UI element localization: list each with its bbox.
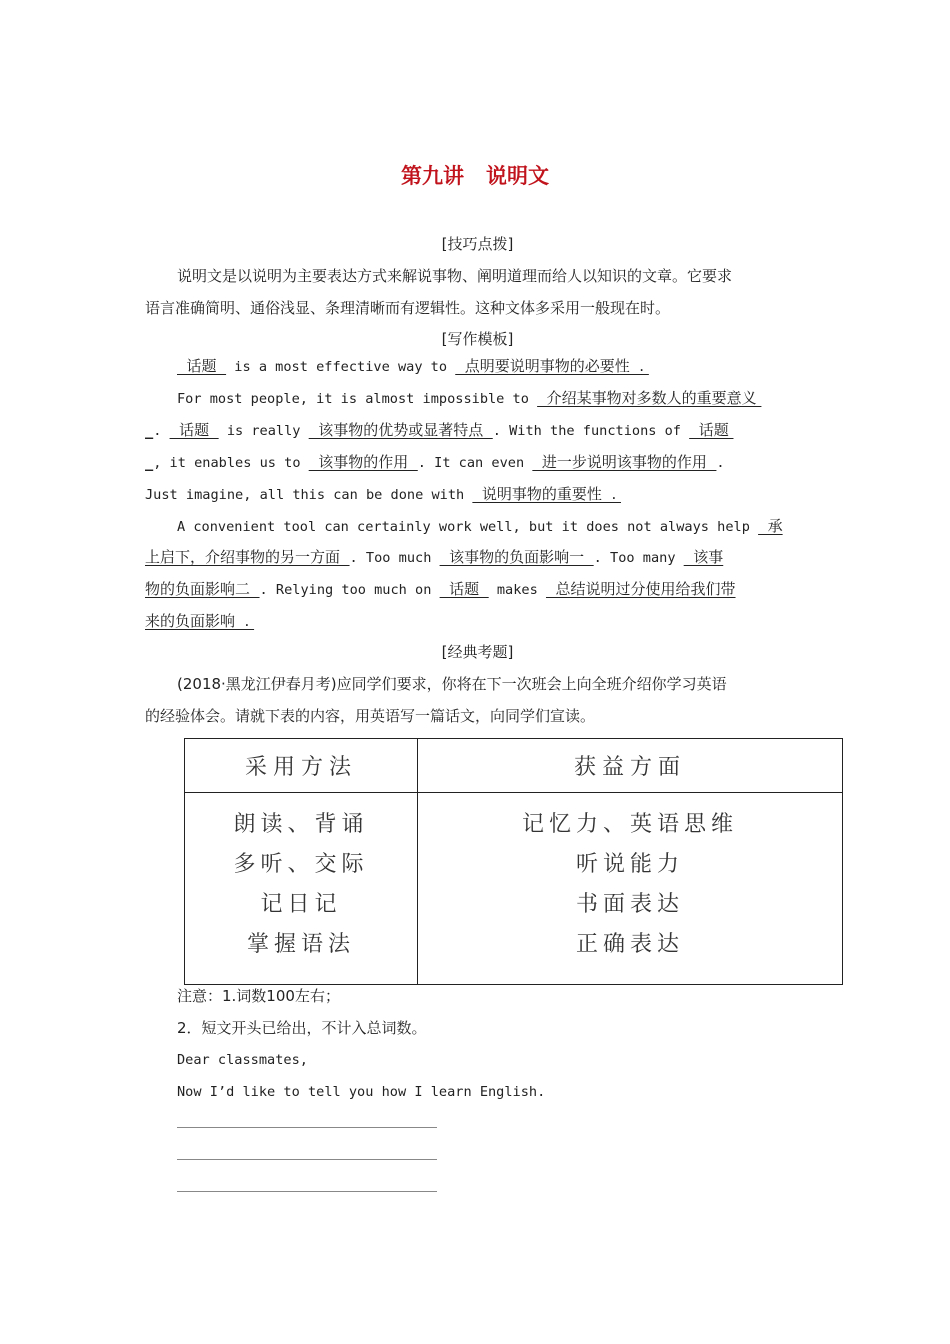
template-line-3 — [145, 420, 810, 441]
blank-transition: 上启下，介绍事物的另一方面 — [145, 548, 350, 566]
note-word-count: 注意：1.词数100左右； — [177, 987, 340, 1005]
template-text: . — [716, 455, 725, 471]
note-opening-given: 2．短文开头已给出，不计入总词数。 — [177, 1019, 427, 1037]
blank-topic: 话题 — [177, 357, 227, 375]
blank-topic: 话题 — [169, 421, 219, 439]
template-line-8 — [145, 579, 810, 600]
benefit-item: 正确表达 — [575, 932, 684, 957]
template-line-2 — [177, 388, 810, 409]
page-title — [0, 160, 950, 190]
letter-opening: Now I’d like to tell you how I learn English. — [177, 1084, 546, 1100]
tips-text-line1: 说明文是以说明为主要表达方式来解说事物、阐明道理而给人以知识的文章。它要求 — [177, 267, 733, 285]
methods-cell — [185, 793, 418, 985]
method-item: 多听、交际 — [233, 852, 369, 877]
section-heading-exam: [经典考题] — [441, 643, 514, 661]
blank-summary: 来的负面影响 . — [145, 612, 255, 630]
table-row — [185, 793, 843, 985]
template-line-7 — [145, 547, 810, 568]
tips-text-line2: 语言准确简明、通俗浅显、条理清晰而有逻辑性。这种文体多采用一般现在时。 — [145, 299, 671, 317]
answer-line[interactable] — [177, 1159, 437, 1160]
letter-greeting: Dear classmates, — [177, 1052, 308, 1068]
blank-significance: 说明事物的重要性 . — [472, 485, 621, 503]
template-text: . It can even — [417, 455, 533, 471]
table-header-benefits: 获益方面 — [418, 739, 843, 793]
blank-continued: _ — [145, 423, 154, 439]
template-text: . With the functions of — [492, 423, 690, 439]
section-heading-template: [写作模板] — [441, 330, 514, 348]
blank-negative-2: 物的负面影响二 — [145, 580, 260, 598]
template-text: . Too much — [349, 550, 440, 566]
table-header-methods: 采用方法 — [185, 739, 418, 793]
template-text: . Too many — [593, 550, 684, 566]
title-part2: 说明文 — [486, 163, 549, 188]
method-item: 记日记 — [260, 892, 342, 917]
answer-line[interactable] — [177, 1127, 437, 1128]
blank-importance: 介绍某事物对多数人的重要意义 — [537, 389, 762, 407]
template-text: , it enables us to — [153, 455, 309, 471]
template-line-1 — [177, 356, 810, 377]
template-line-5 — [145, 484, 810, 505]
answer-line[interactable] — [177, 1191, 437, 1192]
blank-continued: _ — [145, 455, 154, 471]
template-line-6 — [177, 516, 810, 537]
benefit-item: 书面表达 — [575, 892, 684, 917]
blank-necessity: 点明要说明事物的必要性 . — [455, 357, 649, 375]
template-text: A convenient tool can certainly work well, but it does not always help — [177, 519, 759, 535]
template-text: makes — [488, 582, 546, 598]
exam-text-line1: (2018·黑龙江伊春月考)应同学们要求，你将在下一次班会上向全班介绍你学习英语 — [177, 675, 727, 693]
template-text: Just imagine, all this can be done with — [145, 487, 473, 503]
exam-text-line2: 的经验体会。请就下表的内容，用英语写一篇话文，向同学们宣读。 — [145, 707, 596, 725]
blank-advantage: 该事物的优势或显著特点 — [308, 421, 493, 439]
template-text: . — [153, 423, 170, 439]
benefits-cell — [418, 793, 843, 985]
blank-topic: 话题 — [439, 580, 489, 598]
method-item: 掌握语法 — [246, 932, 355, 957]
blank-transition: 承 — [758, 517, 783, 535]
benefit-item: 记忆力、英语思维 — [521, 812, 738, 837]
blank-function: 该事物的作用 — [308, 453, 418, 471]
section-heading-tips: [技巧点拨] — [441, 235, 514, 253]
template-text: is a most effective way to — [226, 359, 456, 375]
template-text: is really — [218, 423, 309, 439]
method-item: 朗读、背诵 — [233, 812, 369, 837]
template-text: . Relying too much on — [259, 582, 440, 598]
template-line-9 — [145, 611, 810, 632]
benefit-item: 听说能力 — [575, 852, 684, 877]
blank-summary: 总结说明过分使用给我们带 — [545, 580, 736, 598]
template-line-4 — [145, 452, 810, 473]
blank-topic: 话题 — [689, 421, 734, 439]
template-text: For most people, it is almost impossible to — [177, 391, 538, 407]
blank-negative-1: 该事物的负面影响一 — [439, 548, 594, 566]
method-benefit-table — [184, 738, 843, 985]
blank-further-function: 进一步说明该事物的作用 — [532, 453, 717, 471]
table-header-row — [185, 739, 843, 793]
title-part1: 第九讲 — [401, 163, 464, 188]
blank-negative-2: 该事 — [683, 548, 724, 566]
